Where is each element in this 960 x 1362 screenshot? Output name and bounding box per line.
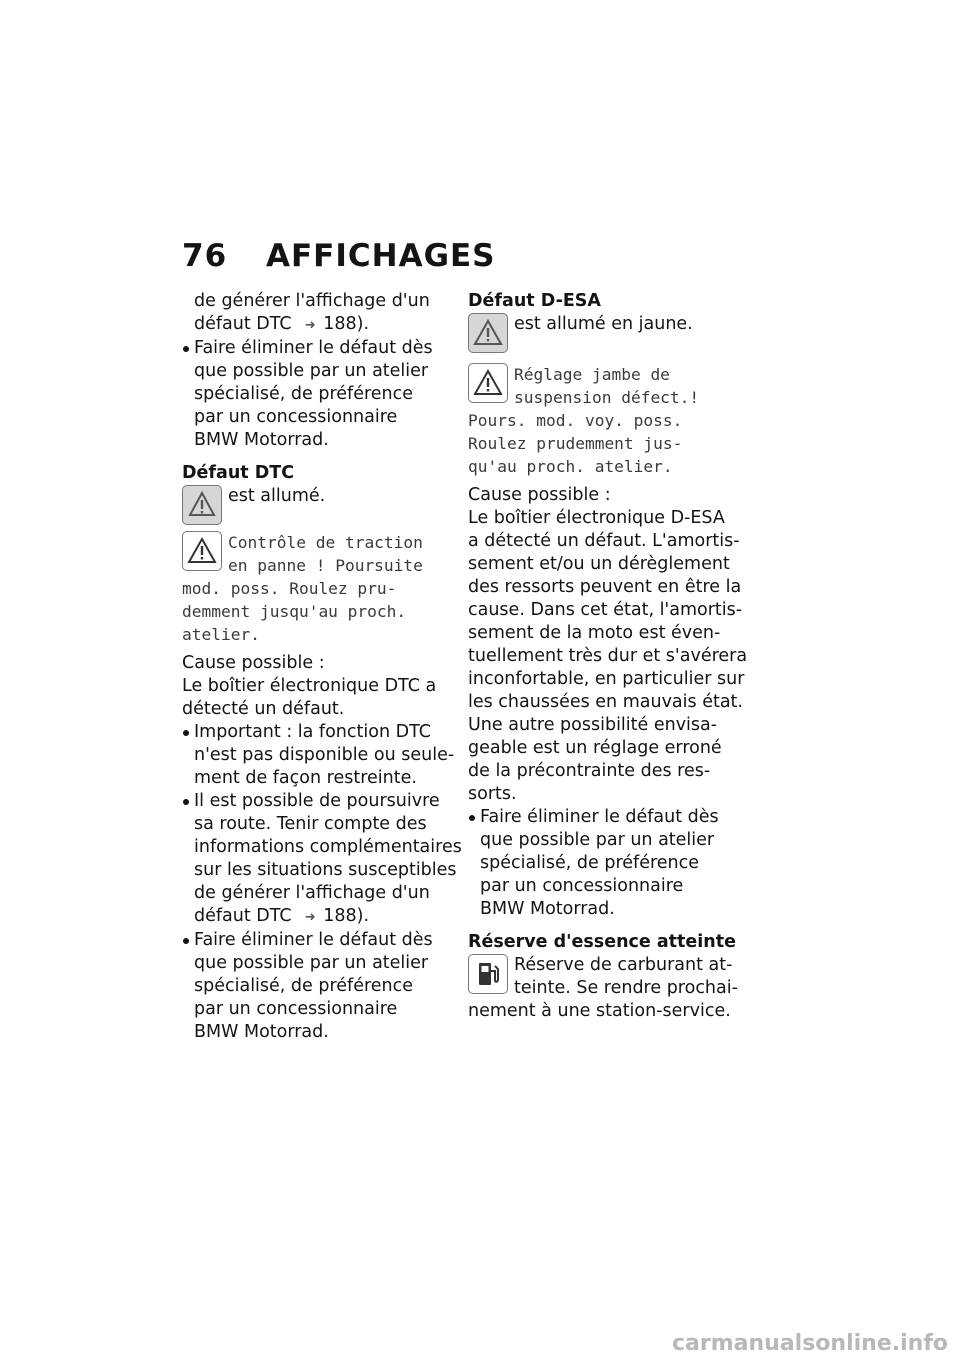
watermark: carmanualsonline.info [672,1331,948,1356]
fuel-pump-icon [468,954,508,994]
traction-control-warning-icon [182,485,222,525]
warning-triangle-icon [182,531,222,571]
warning-triangle-icon [468,363,508,403]
warning-triangle-icon [468,313,508,353]
page-number: 76 [182,238,228,274]
text-line: de générer l'affichage d'un [194,291,430,311]
esa-display-message: Réglage jambe de suspension défect.! [468,363,740,409]
left-column: de générer l'affichage d'un défaut DTC ➜ 188). Faire éliminer le défaut dès que possible par un atelier spécialisé, de préférence par un concessionnaire BMW Motorrad. Défaut DTC est allumé. Contrôle de traction en panne ! Poursuite mod. poss. Roulez pru- demment jusqu'au proch. atelier. Cause possible : Le boîtier électronique DTC a détecté un défaut. Important : la fonction DTC n'est pas disponible ou seule- ment de façon restreinte. Il est possible de poursuivre sa route. Tenir compte des informations complémentaires sur les situations susceptibles de générer l'affichage d'un défaut DTC ➜ 188). Faire éliminer le défaut dès que possible par un atelier spécialisé, de préférence par un concessionnaire BMW Motorrad. [182,291,462,1042]
bullet-item: Important : la fonction DTC n'est pas disponible ou seule- ment de façon restreinte. [182,721,454,790]
bullet-item: Faire éliminer le défaut dès que possible par un atelier spécialisé, de préférence par un concessionnaire BMW Motorrad. [182,337,454,452]
dtc-lamp-row: est allumé. [182,485,454,525]
dtc-display-message: Contrôle de traction en panne ! Poursuite [182,531,454,577]
page-header [182,238,496,274]
text-line: défaut DTC ➜ 188). [182,313,454,337]
right-column: Défaut D-ESA est allumé en jaune. Réglage jambe de suspension défect.! Pours. mod. voy. poss. Roulez prudemment jus- qu'au proch. atelier. Cause possible : Le boîtier électronique D-ESA a détecté un défaut. L'amortis- sement et/ou un dérèglement des ressorts peuvent en être la cause. Dans cet état, l'amortis- sement de la moto est éven- tuellement très dur et s'avérera inconfortable, en particulier sur les chaussées en mauvais état. Une autre possibilité envisa- geable est un réglage erroné de la précontrainte des res- sorts. Faire éliminer le défaut dès que possible par un atelier spécialisé, de préférence par un concessionnaire BMW Motorrad. Réserve d'essence atteinte Réserve de carburant at- teinte. Se rendre prochai- nement à une station-service. [468,291,748,1021]
section-heading-dtc: Défaut DTC [182,463,295,483]
fuel-lamp-row: Réserve de carburant at- teinte. Se rendre prochai- [468,954,740,1000]
cause-paragraph: Cause possible : Le boîtier électronique DTC a détecté un défaut. [182,653,437,719]
section-heading-esa: Défaut D-ESA [468,291,601,311]
bullet-item: Faire éliminer le défaut dès que possible par un atelier spécialisé, de préférence par un concessionnaire BMW Motorrad. [182,929,454,1044]
bullet-item: Il est possible de poursuivre sa route. Tenir compte des informations complémentaires sur les situations susceptibles de générer l'affichage d'un défaut DTC ➜ 188). [182,790,454,929]
arrow-reference-icon: ➜ [304,910,316,925]
esa-lamp-row: est allumé en jaune. [468,313,740,353]
arrow-reference-icon: ➜ [304,318,316,333]
section-heading-fuel: Réserve d'essence atteinte [468,932,736,952]
cause-paragraph: Cause possible : Le boîtier électronique D-ESA a détecté un défaut. L'amortis- sement et/ou un dérèglement des ressorts peuvent en être la cause. Dans cet état, l'amortis- sement de la moto est éven- tuellement très dur et s'avérera inconfortable, en particulier sur les chaussées en mauvais état. Une autre possibilité envisa- geable est un réglage erroné de la précontrainte des res- sorts. [468,485,748,804]
bullet-item: Faire éliminer le défaut dès que possible par un atelier spécialisé, de préférence par un concessionnaire BMW Motorrad. [468,806,740,921]
page-title: AFFICHAGES [266,238,496,274]
